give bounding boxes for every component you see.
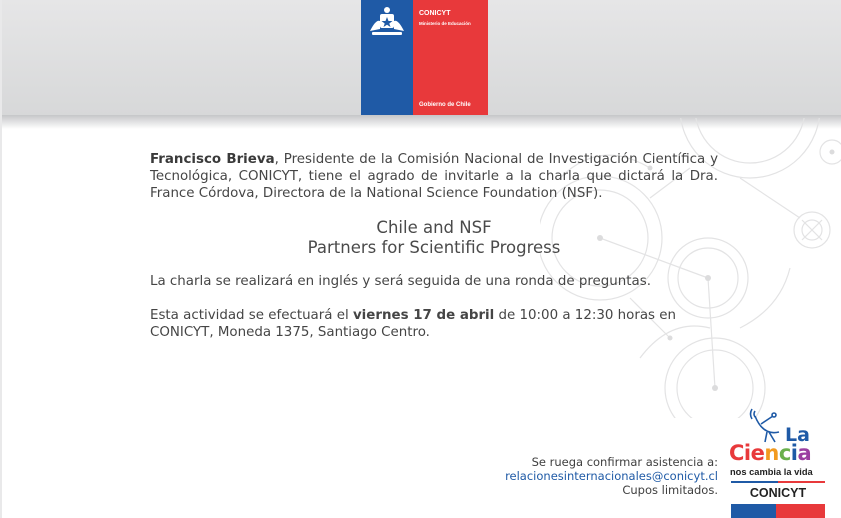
campaign-org: CONICYT <box>749 486 807 500</box>
government-text: Gobierno de Chile <box>419 102 471 108</box>
rsvp-email-link[interactable]: relacionesinternacionales@conicyt.cl <box>505 469 718 483</box>
ministry-text: Ministerio de Educación <box>419 21 471 26</box>
ciencia-part-3: c <box>778 441 791 465</box>
conicyt-logo-text: CONICYT <box>419 10 451 17</box>
talk-title <box>150 218 718 258</box>
campaign-tagline: nos cambia la vida <box>730 467 813 477</box>
rsvp-block <box>505 455 718 497</box>
rsvp-limited: Cupos limitados. <box>622 483 718 497</box>
campaign-ciencia <box>729 441 811 465</box>
schedule-paragraph <box>150 307 718 341</box>
campaign-la: La <box>785 424 810 446</box>
coat-of-arms-icon <box>366 5 408 39</box>
ciencia-part-5: a <box>797 441 812 465</box>
schedule-date: viernes 17 de abril <box>352 308 495 323</box>
talk-title-line-1: Chile and NSF <box>376 218 492 237</box>
host-name: Francisco Brieva <box>150 152 275 167</box>
rsvp-request: Se ruega confirmar asistencia a: <box>531 455 718 469</box>
campaign-divider <box>731 481 825 483</box>
ciencia-part-4: i <box>790 441 798 465</box>
ciencia-part-1: Cie <box>729 441 765 465</box>
satellite-dish-icon <box>749 406 785 446</box>
intro-text: , Presidente de la Comisión Nacional de Investigación Científica y Tecnológica, CONICYT, tiene el agrado de invitarle a la charla que dictará la Dra. France Córdova, Directora de la National Science Foundation (NSF). <box>150 152 718 201</box>
schedule-prefix: Esta actividad se efectuará el <box>150 308 353 323</box>
logo-red-panel <box>413 0 488 115</box>
talk-title-line-2: Partners for Scientific Progress <box>307 238 561 257</box>
language-paragraph: La charla se realizará en inglés y será seguida de una ronda de preguntas. <box>150 274 651 289</box>
ciencia-part-2: n <box>764 441 779 465</box>
invitation-intro <box>150 151 718 202</box>
campaign-flag-bar <box>731 504 825 518</box>
la-ciencia-campaign-logo <box>729 406 827 518</box>
gobierno-de-chile-logo <box>361 0 488 115</box>
schedule-suffix: de 10:00 a 12:30 horas en CONICYT, Moneda 1375, Santiago Centro. <box>150 308 677 340</box>
